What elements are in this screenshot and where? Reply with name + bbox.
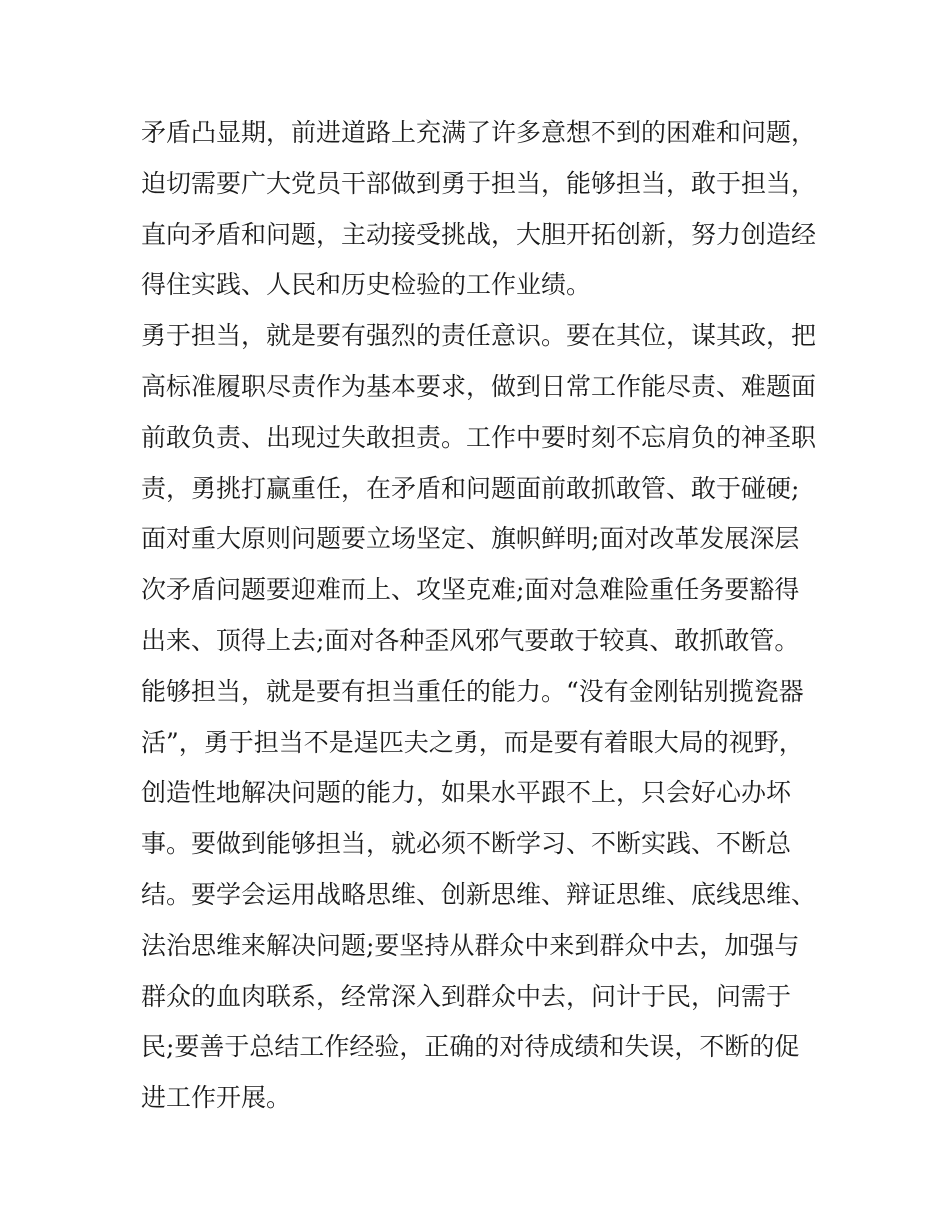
text-line: 民;要善于总结工作经验，正确的对待成绩和失误，不断的促 — [141, 1032, 800, 1062]
text-line: 得住实践、人民和历史检验的工作业绩。 — [141, 270, 592, 300]
text-line: 出来、顶得上去;面对各种歪风邪气要敢于较真、敢抓敢管。 — [141, 625, 800, 655]
text-line: 前敢负责、出现过失敢担责。工作中要时刻不忘肩负的神圣职 — [141, 422, 817, 452]
body-text — [141, 108, 821, 1124]
text-line: 面对重大原则问题要立场坚定、旗帜鲜明;面对改革发展深层 — [141, 524, 800, 554]
text-line: 创造性地解决问题的能力，如果水平跟不上，只会好心办坏 — [141, 778, 792, 808]
text-line: 结。要学会运用战略思维、创新思维、辩证思维、底线思维、 — [141, 879, 817, 909]
text-line: 迫切需要广大党员干部做到勇于担当，能够担当，敢于担当， — [141, 168, 817, 198]
text-line: 法治思维来解决问题;要坚持从群众中来到群众中去，加强与 — [141, 930, 800, 960]
text-line: 勇于担当，就是要有强烈的责任意识。要在其位，谋其政，把 — [141, 321, 817, 351]
text-line: 矛盾凸显期，前进道路上充满了许多意想不到的困难和问题， — [141, 118, 817, 147]
text-line: 进工作开展。 — [141, 1083, 292, 1113]
text-line: 次矛盾问题要迎难而上、攻坚克难;面对急难险重任务要豁得 — [141, 575, 800, 605]
text-line: 直向矛盾和问题，主动接受挑战，大胆开拓创新，努力创造经 — [141, 219, 817, 249]
text-line: 高标准履职尽责作为基本要求，做到日常工作能尽责、难题面 — [141, 371, 817, 401]
text-line: 责，勇挑打赢重任，在矛盾和问题面前敢抓敢管、敢于碰硬; — [141, 473, 800, 503]
text-line: 活”，勇于担当不是逞匹夫之勇，而是要有着眼大局的视野， — [141, 727, 804, 757]
text-line: 能够担当，就是要有担当重任的能力。“没有金刚钻别揽瓷器 — [141, 676, 804, 706]
text-line: 事。要做到能够担当，就必须不断学习、不断实践、不断总 — [141, 829, 792, 859]
text-line: 群众的血肉联系，经常深入到群众中去，问计于民，问需于 — [141, 981, 792, 1011]
